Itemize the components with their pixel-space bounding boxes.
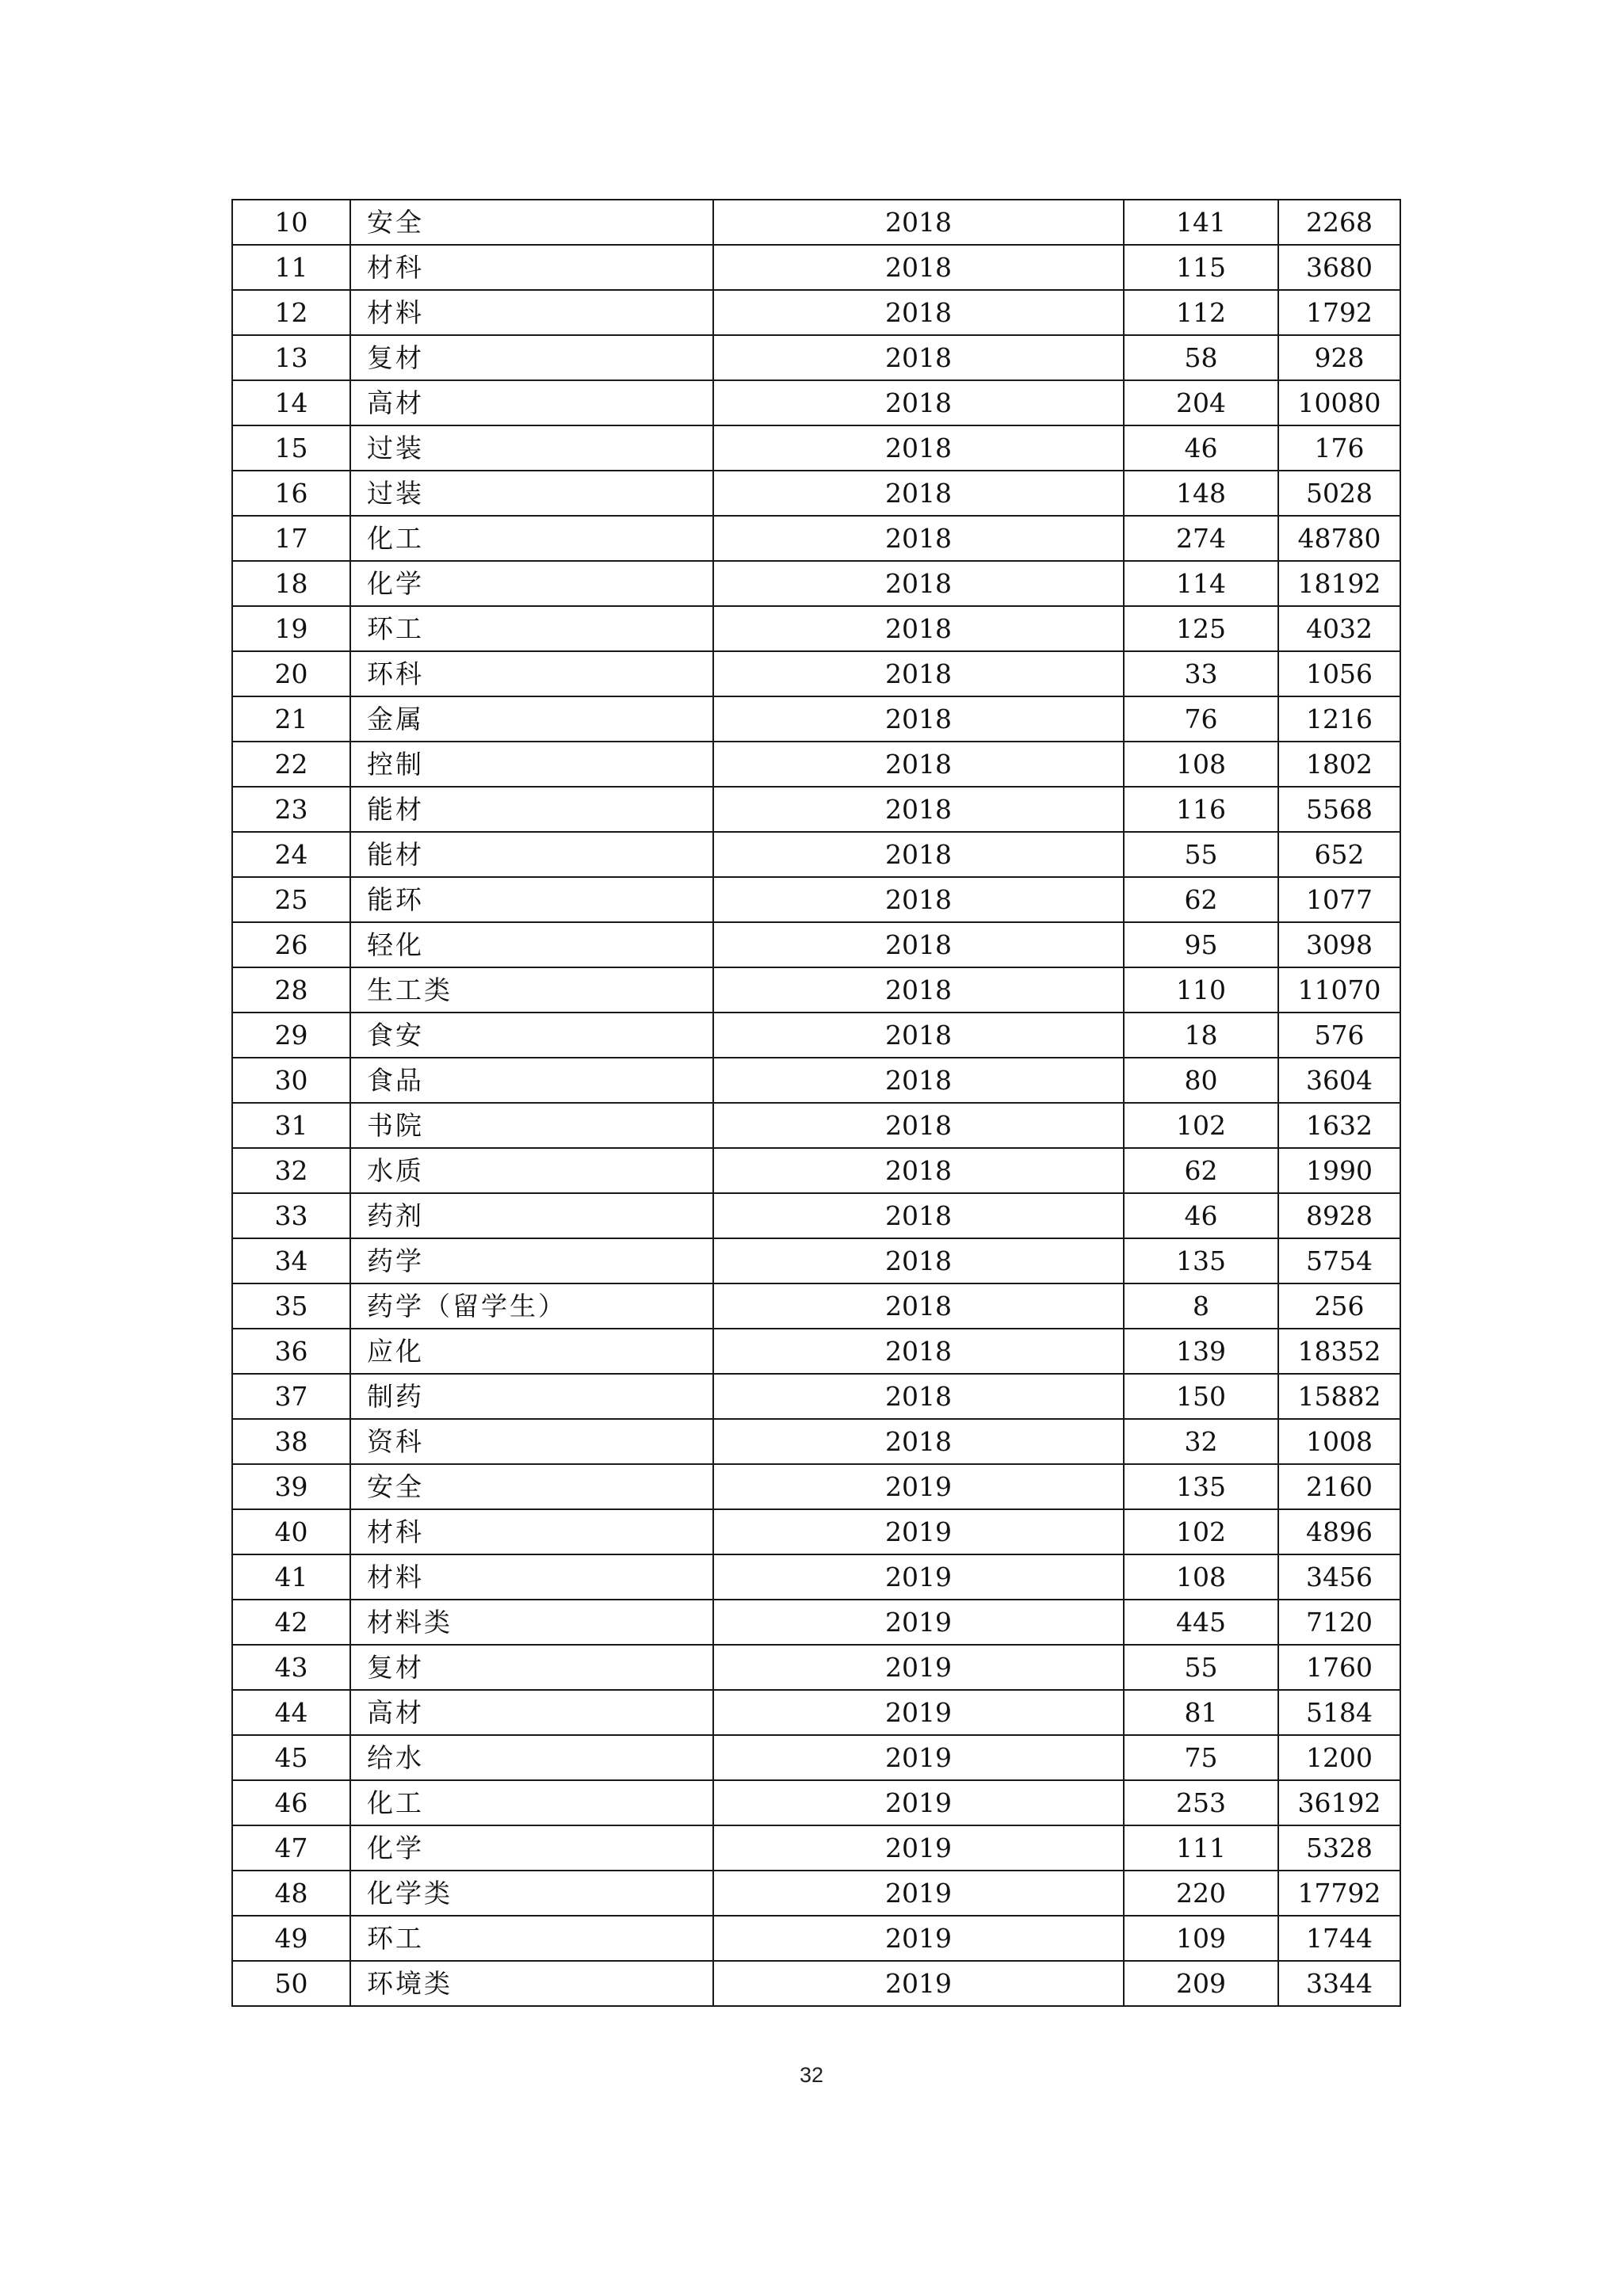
row-name-cell: 材料 (350, 290, 713, 335)
table-row (232, 1961, 1400, 2006)
row-total-cell: 5028 (1278, 471, 1400, 516)
row-name-cell: 轻化 (350, 922, 713, 967)
table-row (232, 290, 1400, 335)
table-row (232, 922, 1400, 967)
row-index-cell: 40 (232, 1509, 350, 1554)
row-total-cell: 8928 (1278, 1193, 1400, 1238)
row-index-cell: 20 (232, 651, 350, 696)
row-total-cell: 1632 (1278, 1103, 1400, 1148)
row-count-cell: 46 (1124, 425, 1278, 471)
row-year-cell: 2018 (713, 877, 1124, 922)
table-row (232, 200, 1400, 245)
row-index-cell: 26 (232, 922, 350, 967)
table-row (232, 1103, 1400, 1148)
row-year-cell: 2018 (713, 516, 1124, 561)
row-year-cell: 2019 (713, 1509, 1124, 1554)
row-name-cell: 过装 (350, 471, 713, 516)
row-year-cell: 2018 (713, 335, 1124, 380)
row-name-cell: 材科 (350, 1509, 713, 1554)
row-count-cell: 81 (1124, 1690, 1278, 1735)
row-total-cell: 17792 (1278, 1871, 1400, 1916)
row-index-cell: 37 (232, 1374, 350, 1419)
row-year-cell: 2018 (713, 200, 1124, 245)
row-index-cell: 33 (232, 1193, 350, 1238)
row-name-cell: 环境类 (350, 1961, 713, 2006)
table-row (232, 877, 1400, 922)
row-count-cell: 109 (1124, 1916, 1278, 1961)
row-count-cell: 62 (1124, 877, 1278, 922)
row-name-cell: 药学（留学生） (350, 1283, 713, 1329)
row-count-cell: 18 (1124, 1013, 1278, 1058)
row-year-cell: 2018 (713, 1419, 1124, 1464)
row-name-cell: 材科 (350, 245, 713, 290)
row-name-cell: 安全 (350, 1464, 713, 1509)
data-table (231, 199, 1401, 2007)
row-count-cell: 102 (1124, 1103, 1278, 1148)
row-index-cell: 12 (232, 290, 350, 335)
table-row (232, 787, 1400, 832)
row-name-cell: 能材 (350, 832, 713, 877)
row-total-cell: 3604 (1278, 1058, 1400, 1103)
row-name-cell: 化工 (350, 1780, 713, 1825)
row-total-cell: 3098 (1278, 922, 1400, 967)
row-year-cell: 2019 (713, 1825, 1124, 1871)
row-index-cell: 30 (232, 1058, 350, 1103)
row-total-cell: 1744 (1278, 1916, 1400, 1961)
row-name-cell: 化学类 (350, 1871, 713, 1916)
row-name-cell: 材料类 (350, 1600, 713, 1645)
row-total-cell: 4032 (1278, 606, 1400, 651)
row-name-cell: 过装 (350, 425, 713, 471)
row-year-cell: 2019 (713, 1690, 1124, 1735)
row-index-cell: 11 (232, 245, 350, 290)
row-total-cell: 3344 (1278, 1961, 1400, 2006)
table-row (232, 1193, 1400, 1238)
row-count-cell: 139 (1124, 1329, 1278, 1374)
row-count-cell: 102 (1124, 1509, 1278, 1554)
row-count-cell: 135 (1124, 1238, 1278, 1283)
row-total-cell: 1056 (1278, 651, 1400, 696)
row-total-cell: 4896 (1278, 1509, 1400, 1554)
table-row (232, 606, 1400, 651)
row-total-cell: 36192 (1278, 1780, 1400, 1825)
table-row (232, 1374, 1400, 1419)
row-index-cell: 42 (232, 1600, 350, 1645)
table-row (232, 832, 1400, 877)
table-row (232, 1509, 1400, 1554)
table-row (232, 1554, 1400, 1600)
row-name-cell: 药学 (350, 1238, 713, 1283)
row-count-cell: 253 (1124, 1780, 1278, 1825)
table-row (232, 1600, 1400, 1645)
row-count-cell: 135 (1124, 1464, 1278, 1509)
row-index-cell: 38 (232, 1419, 350, 1464)
row-name-cell: 化工 (350, 516, 713, 561)
row-count-cell: 220 (1124, 1871, 1278, 1916)
table-row (232, 1780, 1400, 1825)
row-total-cell: 928 (1278, 335, 1400, 380)
row-index-cell: 50 (232, 1961, 350, 2006)
row-total-cell: 176 (1278, 425, 1400, 471)
row-name-cell: 能材 (350, 787, 713, 832)
row-year-cell: 2018 (713, 832, 1124, 877)
row-total-cell: 652 (1278, 832, 1400, 877)
table-row (232, 245, 1400, 290)
row-index-cell: 23 (232, 787, 350, 832)
page-number: 32 (799, 2063, 824, 2087)
row-name-cell: 化学 (350, 561, 713, 606)
table-row (232, 471, 1400, 516)
row-index-cell: 34 (232, 1238, 350, 1283)
row-year-cell: 2018 (713, 696, 1124, 742)
row-name-cell: 食品 (350, 1058, 713, 1103)
row-name-cell: 应化 (350, 1329, 713, 1374)
row-total-cell: 3456 (1278, 1554, 1400, 1600)
row-year-cell: 2018 (713, 606, 1124, 651)
row-total-cell: 5568 (1278, 787, 1400, 832)
row-year-cell: 2018 (713, 1374, 1124, 1419)
row-index-cell: 22 (232, 742, 350, 787)
row-name-cell: 复材 (350, 1645, 713, 1690)
table-row (232, 561, 1400, 606)
row-year-cell: 2019 (713, 1600, 1124, 1645)
row-count-cell: 8 (1124, 1283, 1278, 1329)
row-count-cell: 75 (1124, 1735, 1278, 1780)
row-year-cell: 2018 (713, 651, 1124, 696)
row-count-cell: 116 (1124, 787, 1278, 832)
row-name-cell: 化学 (350, 1825, 713, 1871)
row-index-cell: 10 (232, 200, 350, 245)
row-index-cell: 48 (232, 1871, 350, 1916)
row-count-cell: 445 (1124, 1600, 1278, 1645)
row-count-cell: 209 (1124, 1961, 1278, 2006)
table-row (232, 1238, 1400, 1283)
row-total-cell: 1216 (1278, 696, 1400, 742)
row-index-cell: 35 (232, 1283, 350, 1329)
row-total-cell: 1200 (1278, 1735, 1400, 1780)
row-name-cell: 制药 (350, 1374, 713, 1419)
row-year-cell: 2018 (713, 1013, 1124, 1058)
row-year-cell: 2019 (713, 1464, 1124, 1509)
row-total-cell: 48780 (1278, 516, 1400, 561)
row-count-cell: 95 (1124, 922, 1278, 967)
row-name-cell: 资科 (350, 1419, 713, 1464)
row-count-cell: 46 (1124, 1193, 1278, 1238)
row-index-cell: 44 (232, 1690, 350, 1735)
row-total-cell: 1792 (1278, 290, 1400, 335)
table-row (232, 1690, 1400, 1735)
table-row (232, 1464, 1400, 1509)
row-count-cell: 204 (1124, 380, 1278, 425)
row-count-cell: 33 (1124, 651, 1278, 696)
row-total-cell: 256 (1278, 1283, 1400, 1329)
row-index-cell: 43 (232, 1645, 350, 1690)
table-row (232, 1419, 1400, 1464)
row-total-cell: 7120 (1278, 1600, 1400, 1645)
row-total-cell: 1802 (1278, 742, 1400, 787)
table-row (232, 380, 1400, 425)
row-count-cell: 110 (1124, 967, 1278, 1013)
row-year-cell: 2018 (713, 1148, 1124, 1193)
row-index-cell: 15 (232, 425, 350, 471)
table-row (232, 967, 1400, 1013)
row-name-cell: 环工 (350, 606, 713, 651)
row-count-cell: 114 (1124, 561, 1278, 606)
row-name-cell: 生工类 (350, 967, 713, 1013)
row-total-cell: 576 (1278, 1013, 1400, 1058)
row-year-cell: 2018 (713, 425, 1124, 471)
row-total-cell: 18352 (1278, 1329, 1400, 1374)
row-total-cell: 2268 (1278, 200, 1400, 245)
row-total-cell: 5754 (1278, 1238, 1400, 1283)
table-row (232, 516, 1400, 561)
row-year-cell: 2019 (713, 1735, 1124, 1780)
row-total-cell: 1990 (1278, 1148, 1400, 1193)
row-year-cell: 2018 (713, 1058, 1124, 1103)
row-index-cell: 32 (232, 1148, 350, 1193)
row-total-cell: 1077 (1278, 877, 1400, 922)
row-year-cell: 2018 (713, 471, 1124, 516)
row-year-cell: 2018 (713, 380, 1124, 425)
row-index-cell: 13 (232, 335, 350, 380)
row-year-cell: 2018 (713, 967, 1124, 1013)
table-row (232, 1916, 1400, 1961)
table-row (232, 1329, 1400, 1374)
table-row (232, 1058, 1400, 1103)
row-total-cell: 1008 (1278, 1419, 1400, 1464)
row-total-cell: 15882 (1278, 1374, 1400, 1419)
table-row (232, 335, 1400, 380)
row-year-cell: 2019 (713, 1961, 1124, 2006)
row-index-cell: 17 (232, 516, 350, 561)
row-name-cell: 药剂 (350, 1193, 713, 1238)
row-count-cell: 55 (1124, 832, 1278, 877)
row-index-cell: 49 (232, 1916, 350, 1961)
row-index-cell: 28 (232, 967, 350, 1013)
row-total-cell: 11070 (1278, 967, 1400, 1013)
row-index-cell: 29 (232, 1013, 350, 1058)
row-year-cell: 2018 (713, 561, 1124, 606)
row-index-cell: 41 (232, 1554, 350, 1600)
row-total-cell: 3680 (1278, 245, 1400, 290)
row-total-cell: 18192 (1278, 561, 1400, 606)
table-row (232, 1283, 1400, 1329)
row-name-cell: 复材 (350, 335, 713, 380)
row-year-cell: 2018 (713, 742, 1124, 787)
row-count-cell: 150 (1124, 1374, 1278, 1419)
row-count-cell: 76 (1124, 696, 1278, 742)
row-name-cell: 安全 (350, 200, 713, 245)
row-total-cell: 2160 (1278, 1464, 1400, 1509)
row-count-cell: 148 (1124, 471, 1278, 516)
row-count-cell: 141 (1124, 200, 1278, 245)
row-name-cell: 能环 (350, 877, 713, 922)
row-year-cell: 2018 (713, 1329, 1124, 1374)
table-row (232, 742, 1400, 787)
row-index-cell: 18 (232, 561, 350, 606)
row-year-cell: 2018 (713, 290, 1124, 335)
table-row (232, 1148, 1400, 1193)
row-index-cell: 46 (232, 1780, 350, 1825)
row-name-cell: 食安 (350, 1013, 713, 1058)
row-year-cell: 2018 (713, 245, 1124, 290)
row-index-cell: 31 (232, 1103, 350, 1148)
row-name-cell: 给水 (350, 1735, 713, 1780)
row-index-cell: 16 (232, 471, 350, 516)
row-count-cell: 55 (1124, 1645, 1278, 1690)
row-year-cell: 2019 (713, 1554, 1124, 1600)
table-body (232, 200, 1400, 2006)
row-count-cell: 62 (1124, 1148, 1278, 1193)
row-index-cell: 21 (232, 696, 350, 742)
row-name-cell: 水质 (350, 1148, 713, 1193)
row-count-cell: 32 (1124, 1419, 1278, 1464)
row-name-cell: 高材 (350, 1690, 713, 1735)
row-index-cell: 25 (232, 877, 350, 922)
row-name-cell: 环工 (350, 1916, 713, 1961)
row-name-cell: 环科 (350, 651, 713, 696)
row-count-cell: 108 (1124, 1554, 1278, 1600)
row-count-cell: 58 (1124, 335, 1278, 380)
row-total-cell: 10080 (1278, 380, 1400, 425)
row-total-cell: 5328 (1278, 1825, 1400, 1871)
table-row (232, 1735, 1400, 1780)
row-name-cell: 控制 (350, 742, 713, 787)
row-count-cell: 111 (1124, 1825, 1278, 1871)
row-index-cell: 19 (232, 606, 350, 651)
row-count-cell: 80 (1124, 1058, 1278, 1103)
row-year-cell: 2018 (713, 922, 1124, 967)
row-year-cell: 2019 (713, 1916, 1124, 1961)
row-name-cell: 金属 (350, 696, 713, 742)
row-index-cell: 36 (232, 1329, 350, 1374)
row-name-cell: 书院 (350, 1103, 713, 1148)
table-row (232, 696, 1400, 742)
row-count-cell: 115 (1124, 245, 1278, 290)
table-row (232, 1871, 1400, 1916)
row-count-cell: 108 (1124, 742, 1278, 787)
row-year-cell: 2018 (713, 1238, 1124, 1283)
row-index-cell: 45 (232, 1735, 350, 1780)
row-year-cell: 2018 (713, 787, 1124, 832)
table-row (232, 1645, 1400, 1690)
row-count-cell: 125 (1124, 606, 1278, 651)
row-total-cell: 5184 (1278, 1690, 1400, 1735)
row-year-cell: 2019 (713, 1645, 1124, 1690)
table-row (232, 1013, 1400, 1058)
row-index-cell: 24 (232, 832, 350, 877)
row-name-cell: 高材 (350, 380, 713, 425)
row-name-cell: 材料 (350, 1554, 713, 1600)
row-index-cell: 39 (232, 1464, 350, 1509)
row-year-cell: 2018 (713, 1103, 1124, 1148)
row-year-cell: 2018 (713, 1193, 1124, 1238)
row-year-cell: 2019 (713, 1871, 1124, 1916)
table-row (232, 1825, 1400, 1871)
row-count-cell: 112 (1124, 290, 1278, 335)
table-row (232, 651, 1400, 696)
row-total-cell: 1760 (1278, 1645, 1400, 1690)
row-index-cell: 47 (232, 1825, 350, 1871)
row-year-cell: 2018 (713, 1283, 1124, 1329)
row-year-cell: 2019 (713, 1780, 1124, 1825)
row-index-cell: 14 (232, 380, 350, 425)
table-row (232, 425, 1400, 471)
row-count-cell: 274 (1124, 516, 1278, 561)
